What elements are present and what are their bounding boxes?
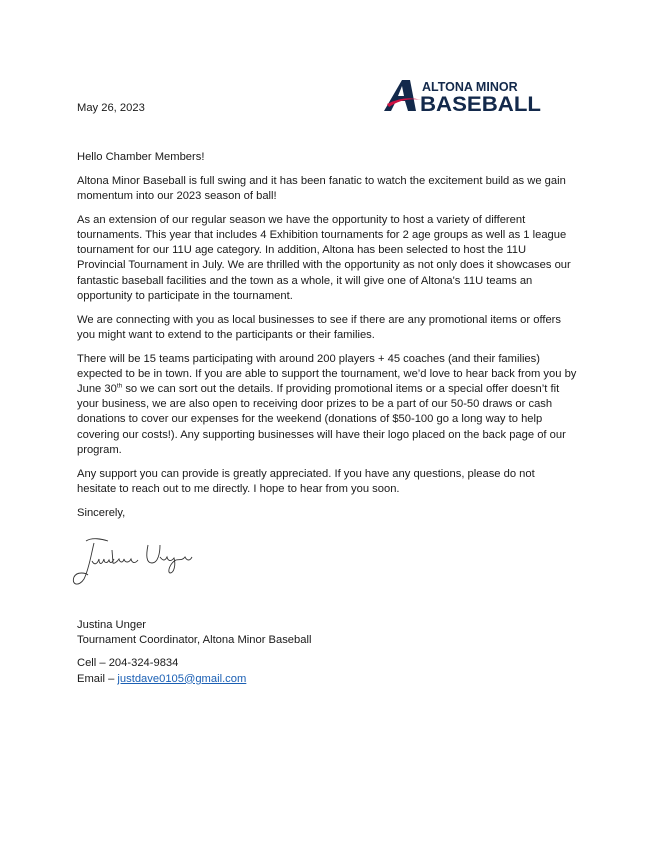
paragraph-2: As an extension of our regular season we have the opportunity to host a variety of different tournaments. This year that includes 4 Exhibition tournaments for 2 age groups as well as 1 league tournament for our 11U age category. In addition, Altona has been selected to host the 11U Provincial Tournament in July. We are thrilled with the opportunity as not only does it showcases our fantastic baseball facilities and the town as a whole, it will give one of Altona's 11U teams an opportunity to participate in the tournament. bbox=[77, 213, 571, 302]
altona-minor-baseball-logo bbox=[382, 77, 544, 113]
letter-date: May 26, 2023 bbox=[77, 102, 145, 114]
svg-text:BASEBALL: BASEBALL bbox=[420, 93, 542, 113]
email-line: Email – justdave0105@gmail.com bbox=[77, 672, 247, 685]
handwritten-signature bbox=[64, 535, 204, 595]
signer-title: Tournament Coordinator, Altona Minor Baseball bbox=[77, 634, 312, 647]
signature-block bbox=[77, 618, 311, 687]
signer-name: Justina Unger bbox=[77, 619, 147, 631]
paragraph-3: We are connecting with you as local businesses to see if there are any promotional items or offers you might want to extend to the participants or their families. bbox=[77, 313, 562, 341]
cell-phone: Cell – 204-324-9834 bbox=[77, 657, 179, 670]
letter-body bbox=[77, 150, 577, 529]
greeting: Hello Chamber Members! bbox=[77, 151, 205, 163]
svg-text:ALTONA MINOR: ALTONA MINOR bbox=[422, 80, 518, 94]
paragraph-5: Any support you can provide is greatly appreciated. If you have any questions, please do not hesitate to reach out to me directly. I hope to hear from you soon. bbox=[77, 467, 535, 495]
email-link[interactable]: justdave0105@gmail.com bbox=[117, 672, 247, 685]
closing: Sincerely, bbox=[77, 506, 126, 519]
paragraph-1: Altona Minor Baseball is full swing and it has been fanatic to watch the excitement build as we gain momentum into our 2023 season of ball! bbox=[77, 174, 566, 202]
paragraph-4: There will be 15 teams participating with around 200 players + 45 coaches (and their families) expected to be in town. If you are able to support the tournament, we’d love to hear back from you by June 30th so we can sort out the details. If providing promotional items or a special offer doesn’t fit your business, we are also open to receiving door prizes to be a part of our 50-50 draws or cash donations to cover our expenses for the weekend (donations of $50-100 go a long way to help covering our costs!). Any supporting businesses will have their logo placed on the back page of our program. bbox=[77, 352, 577, 456]
